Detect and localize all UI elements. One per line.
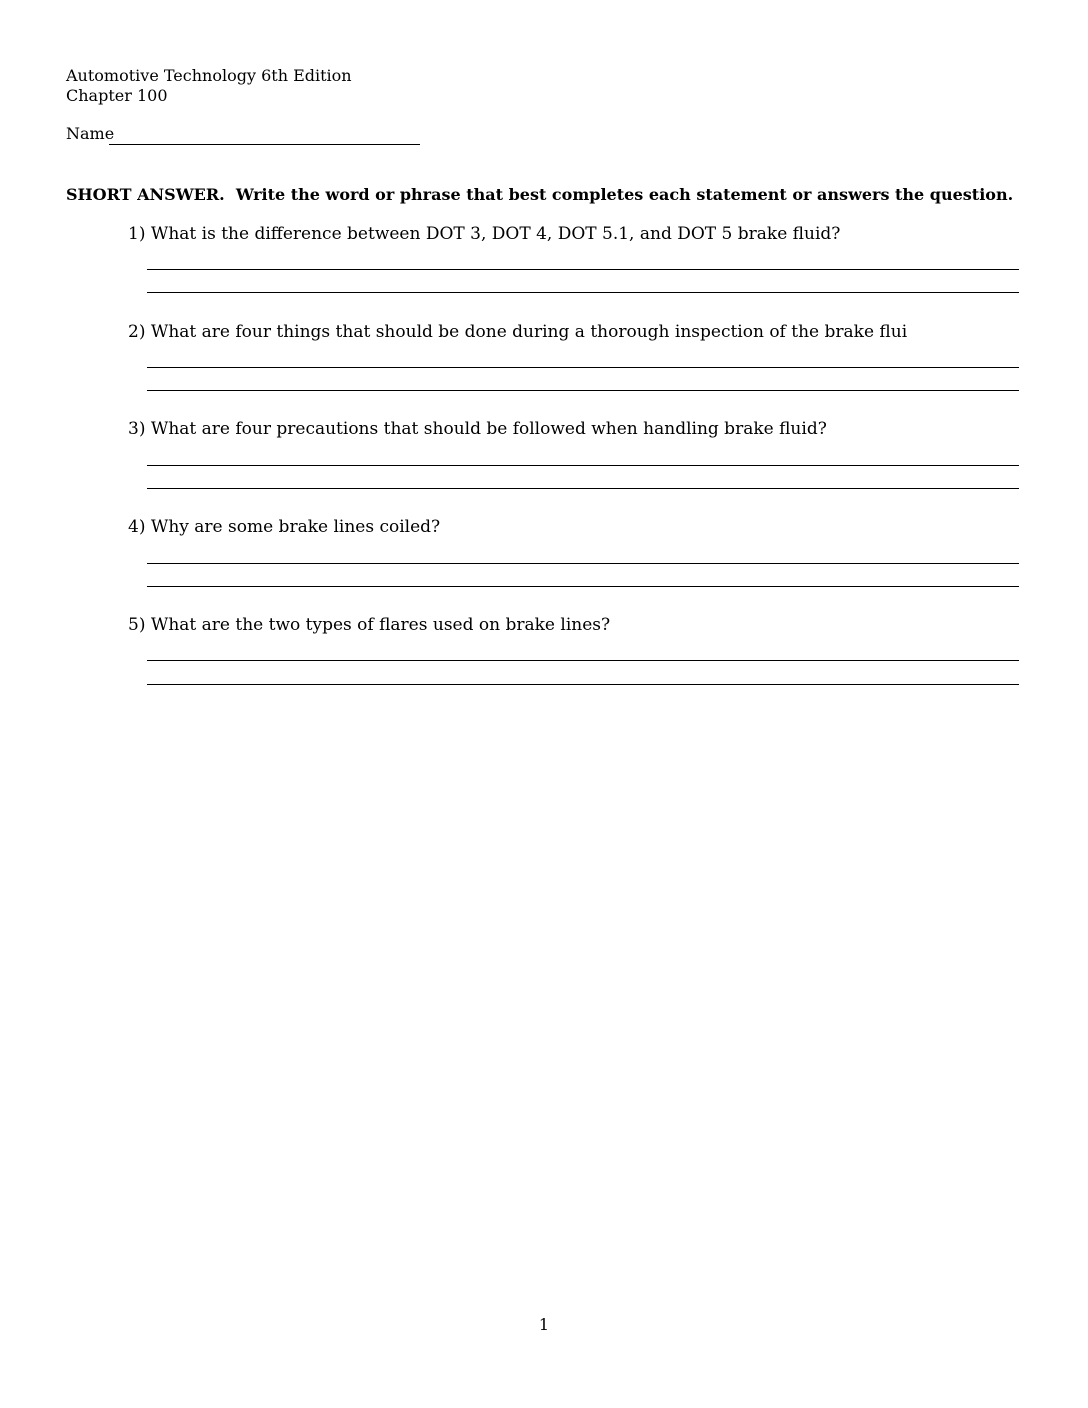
instructions-heading: SHORT ANSWER. — [66, 185, 225, 204]
question-number: 5) — [128, 615, 146, 635]
chapter-label: Chapter 100 — [66, 86, 168, 105]
answer-line-4b[interactable] — [147, 586, 1019, 587]
answer-line-3a[interactable] — [147, 465, 1019, 466]
name-label: Name — [66, 124, 115, 143]
page-number: 1 — [538, 1315, 550, 1334]
question-text: What are four precautions that should be followed when handling brake fluid? — [150, 419, 827, 439]
answer-line-1a[interactable] — [147, 269, 1019, 270]
question-text: Why are some brake lines coiled? — [150, 517, 441, 537]
answer-line-1b[interactable] — [147, 292, 1019, 293]
book-title: Automotive Technology 6th Edition — [66, 66, 352, 85]
answer-line-4a[interactable] — [147, 563, 1019, 564]
question-2 — [128, 322, 907, 342]
answer-line-5a[interactable] — [147, 660, 1019, 661]
instructions-text: Write the word or phrase that best completes each statement or answers the question. — [235, 185, 1014, 204]
question-3 — [128, 419, 827, 439]
answer-line-2a[interactable] — [147, 367, 1019, 368]
answer-line-2b[interactable] — [147, 390, 1019, 391]
question-4 — [128, 517, 440, 537]
question-text: What are four things that should be done during a thorough inspection of the brake flui — [150, 322, 908, 342]
question-text: What are the two types of flares used on brake lines? — [150, 615, 611, 635]
question-number: 2) — [128, 322, 146, 342]
name-field-row — [66, 124, 114, 144]
question-number: 4) — [128, 517, 146, 537]
question-1 — [128, 224, 840, 244]
name-input-line[interactable] — [109, 144, 420, 145]
question-number: 3) — [128, 419, 146, 439]
question-text: What is the difference between DOT 3, DOT 4, DOT 5.1, and DOT 5 brake fluid? — [150, 224, 841, 244]
answer-line-3b[interactable] — [147, 488, 1019, 489]
question-number: 1) — [128, 224, 146, 244]
answer-line-5b[interactable] — [147, 684, 1019, 685]
instructions — [66, 185, 1013, 205]
question-5 — [128, 615, 610, 635]
